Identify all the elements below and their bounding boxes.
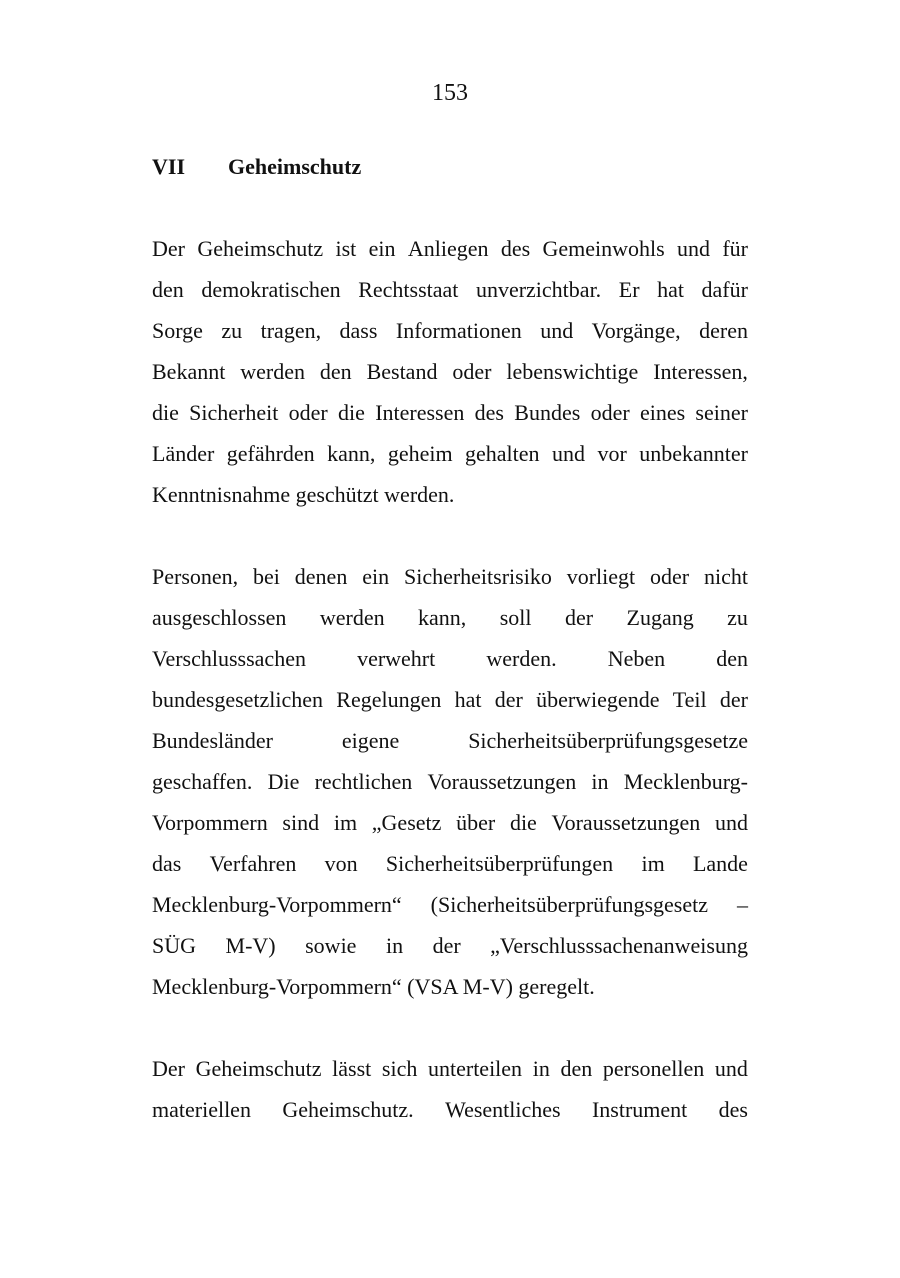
text-line: bundesgesetzlichen Regelungen hat der überwiegende Teil der: [152, 687, 748, 712]
text-line: Mecklenburg-Vorpommern“ (Sicherheitsüberprüfungsgesetz –: [152, 892, 748, 917]
text-line: den demokratischen Rechtsstaat unverzichtbar. Er hat dafür: [152, 277, 748, 302]
text-line: Länder gefährden kann, geheim gehalten und vor unbekannter: [152, 441, 748, 466]
text-line: materiellen Geheimschutz. Wesentliches Instrument des: [152, 1097, 748, 1122]
section-number: VII: [152, 154, 186, 179]
section-title: Geheimschutz: [228, 154, 362, 179]
text-line: SÜG M-V) sowie in der „Verschlusssachenanweisung: [152, 933, 748, 958]
text-line: Bundesländer eigene Sicherheitsüberprüfungsgesetze: [152, 728, 748, 753]
text-line: Mecklenburg-Vorpommern“ (VSA M-V) geregelt.: [152, 974, 595, 999]
paragraph-3: [152, 1048, 748, 1130]
page-number: 153: [432, 80, 468, 106]
section-heading: [152, 152, 361, 182]
text-line: Bekannt werden den Bestand oder lebenswichtige Interessen,: [152, 359, 748, 384]
text-line: ausgeschlossen werden kann, soll der Zugang zu: [152, 605, 748, 630]
text-line: Verschlusssachen verwehrt werden. Neben den: [152, 646, 748, 671]
text-line: Personen, bei denen ein Sicherheitsrisiko vorliegt oder nicht: [152, 564, 748, 589]
text-line: geschaffen. Die rechtlichen Voraussetzungen in Mecklenburg-: [152, 769, 748, 794]
paragraph-2: [152, 556, 748, 1007]
text-line: Vorpommern sind im „Gesetz über die Voraussetzungen und: [152, 810, 748, 835]
text-line: Kenntnisnahme geschützt werden.: [152, 482, 455, 507]
text-line: das Verfahren von Sicherheitsüberprüfungen im Lande: [152, 851, 748, 876]
paragraph-1: [152, 228, 748, 515]
text-line: Sorge zu tragen, dass Informationen und Vorgänge, deren: [152, 318, 748, 343]
text-line: Der Geheimschutz lässt sich unterteilen in den personellen und: [152, 1056, 748, 1081]
text-line: die Sicherheit oder die Interessen des Bundes oder eines seiner: [152, 400, 748, 425]
text-line: Der Geheimschutz ist ein Anliegen des Gemeinwohls und für: [152, 236, 748, 261]
